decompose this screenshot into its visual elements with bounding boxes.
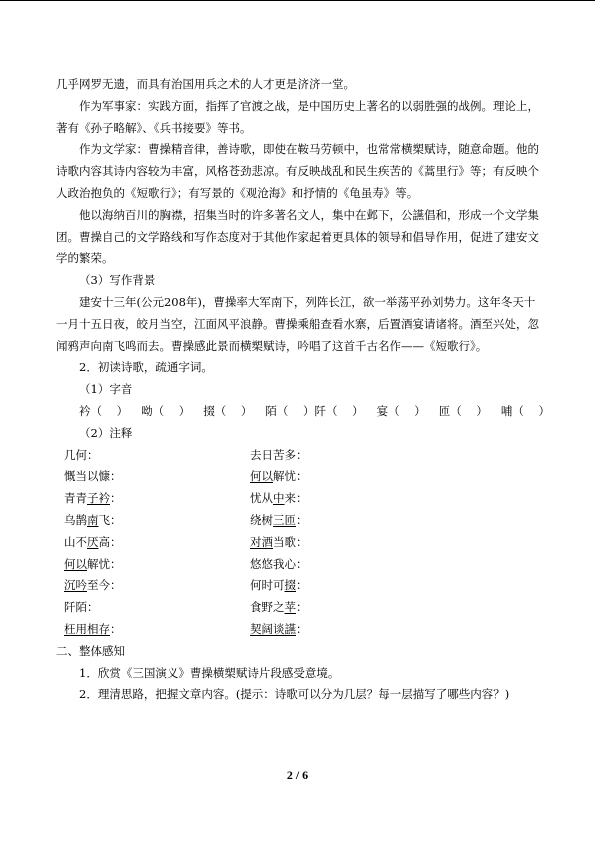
paragraph-background: 建安十三年(公元208年)，曹操率大军南下，列阵长江，欲一举荡平孙刘势力。这年冬天十一月十五日夜，皎月当空，江面风平浪静。曹操乘船查看水寨，后置酒宴请诸将。酒至兴处，忽闻鸦声向南飞鸣而去。曹操感此景而横槊赋诗，吟唱了这首千古名作——《短歌行》。 — [56, 294, 539, 353]
note-item: 青青子衿： — [64, 491, 122, 506]
note-item: 契阔谈讌： — [250, 621, 308, 636]
note-item: 山不厌高： — [64, 534, 122, 549]
task-heading: 2．初读诗歌，疏通字词。 — [79, 360, 213, 375]
note-item: 沉吟至今： — [64, 578, 122, 593]
pronunciation-item: 匝（ ） — [438, 403, 488, 418]
underlined-term: 苹 — [284, 600, 296, 615]
paragraph: 几乎网罗无遗，而具有治国用兵之术的人才更是济济一堂。 — [56, 77, 355, 91]
section-heading-background: （3）写作背景 — [79, 273, 156, 288]
note-item: 枉用相存： — [64, 621, 122, 636]
document-body — [56, 74, 550, 706]
note-item: 几何： — [64, 447, 99, 462]
paragraph-military: 作为军事家：实践方面，指挥了官渡之战，是中国历史上著名的以弱胜强的战例。理论上，著有《孙子略解》、《兵书接要》等书。 — [56, 98, 539, 135]
note-item: 食野之苹： — [250, 600, 308, 615]
underlined-term: 子衿 — [87, 491, 110, 506]
underlined-term: 三匝 — [273, 512, 296, 527]
underlined-term: 对酒 — [250, 534, 273, 549]
underlined-term: 枉用相存 — [64, 621, 110, 636]
underlined-term: 契阔谈讌 — [250, 621, 296, 636]
paragraph-literary-group: 他以海纳百川的胸襟，招集当时的许多著名文人，集中在邺下，公讌倡和，形成一个文学集团。曹操自己的文学路线和写作态度对于其他作家起着更具体的领导和倡导作用，促进了建安文学的繁荣。 — [56, 207, 539, 266]
underlined-term: 何以 — [250, 469, 273, 484]
paragraph-literary: 作为文学家：曹操精音律，善诗歌，即使在鞍马劳顿中，也常常横槊赋诗，随意命题。他的诗歌内容其诗内容较为丰富，风格苍劲悲凉。有反映战乱和民生疾苦的《蒿里行》等；有反映个人政治抱负的《短歌行》；有写景的《观沧海》和抒情的《龟虽寿》等。 — [56, 142, 539, 200]
note-item: 阡陌： — [64, 600, 99, 615]
page-number: 2 / 6 — [286, 768, 309, 782]
note-item: 何时可掇： — [250, 578, 308, 593]
note-item: 去日苦多： — [250, 447, 308, 462]
subheading-notes: （2）注释 — [79, 425, 133, 440]
top-rule — [0, 0, 595, 1]
pronunciation-item: 陌（ ）阡（ ） — [265, 403, 364, 418]
pronunciation-item: 衿（ ） — [79, 403, 129, 418]
note-item: 乌鹊南飞： — [64, 512, 122, 527]
task-item: 1．欣赏《三国演义》曹操横槊赋诗片段感受意境。 — [79, 665, 340, 680]
underlined-term: 沉吟 — [64, 578, 87, 593]
pronunciation-row — [56, 401, 550, 423]
notes-grid — [56, 445, 544, 641]
pronunciation-item: 掇（ ） — [203, 403, 253, 418]
underlined-term: 南 — [87, 512, 99, 527]
pronunciation-item: 呦（ ） — [141, 403, 191, 418]
underlined-term: 何以 — [64, 556, 87, 571]
section-heading-overall: 二、整体感知 — [56, 643, 125, 658]
subheading-pronunciation: （1）字音 — [79, 382, 133, 397]
underlined-term: 中 — [273, 491, 285, 506]
note-item: 绕树三匝： — [250, 512, 308, 527]
note-item: 何以解忧： — [64, 556, 122, 571]
pronunciation-item: 宴（ ） — [376, 403, 426, 418]
note-item: 慨当以慷： — [64, 469, 122, 484]
task-item: 2．理清思路，把握文章内容。(提示：诗歌可以分为几层？每一层描写了哪些内容？) — [79, 687, 510, 702]
pronunciation-item: 哺（ ） — [500, 403, 550, 418]
note-item: 忧从中来： — [250, 491, 308, 506]
note-item: 对酒当歌： — [250, 534, 308, 549]
underlined-term: 厌 — [87, 534, 99, 549]
underlined-term: 掇 — [284, 578, 296, 593]
note-item: 何以解忧： — [250, 469, 308, 484]
note-item: 悠悠我心： — [250, 556, 308, 571]
